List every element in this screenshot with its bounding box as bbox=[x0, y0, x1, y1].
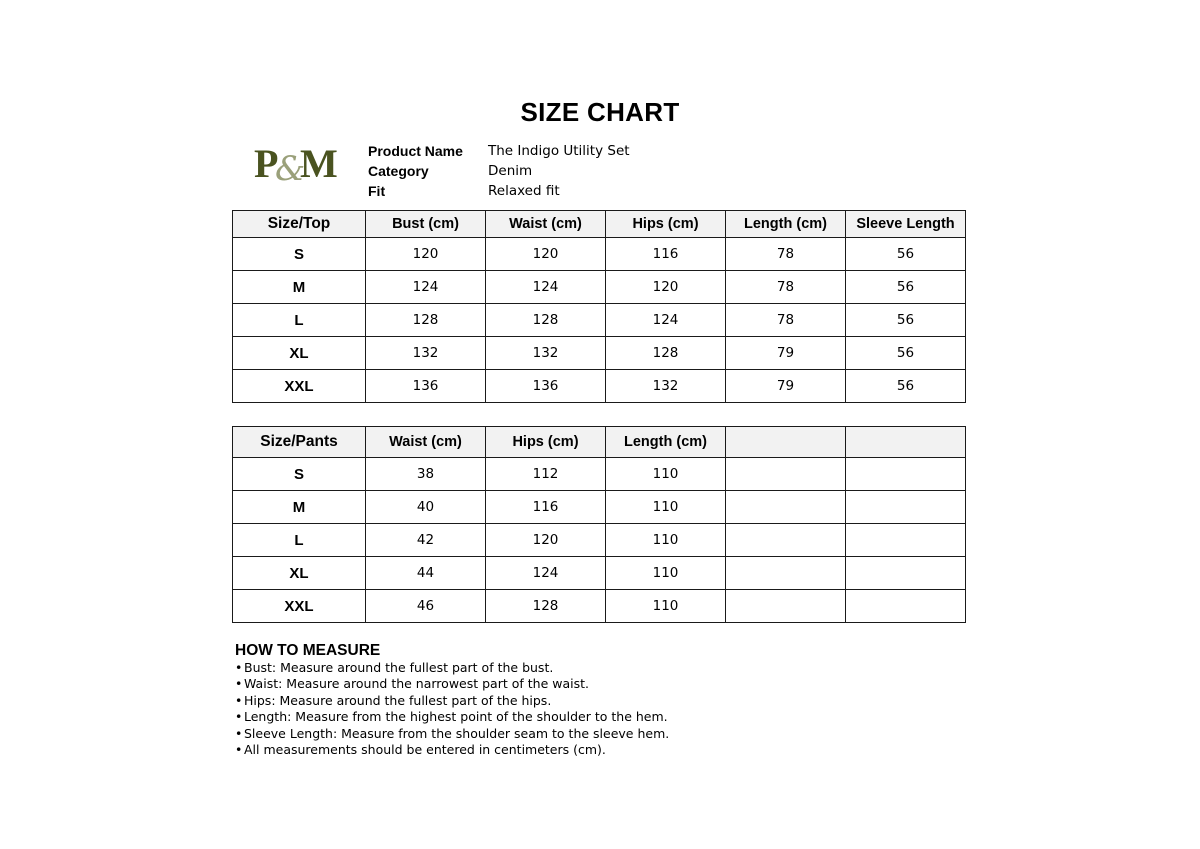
svg-text:&: & bbox=[275, 149, 306, 184]
size-label: XXL bbox=[233, 370, 366, 403]
bullet-icon: • bbox=[235, 709, 243, 725]
header-cell: Waist (cm) bbox=[486, 211, 606, 238]
bullet-icon: • bbox=[235, 741, 243, 757]
list-item bbox=[235, 742, 669, 758]
table-cell: 120 bbox=[606, 271, 726, 304]
size-label: S bbox=[233, 238, 366, 271]
list-item-text: Sleeve Length: Measure from the shoulder seam to the sleeve hem. bbox=[244, 725, 670, 741]
size-label: L bbox=[233, 304, 366, 337]
table-cell: 124 bbox=[366, 271, 486, 304]
table-header-row bbox=[233, 211, 966, 238]
size-label: XL bbox=[233, 337, 366, 370]
info-value: Relaxed fit bbox=[488, 183, 560, 199]
list-item bbox=[235, 660, 669, 676]
table-cell: 46 bbox=[366, 590, 486, 623]
brand-logo bbox=[254, 142, 346, 184]
bullet-icon: • bbox=[235, 725, 243, 741]
table-cell: 110 bbox=[606, 557, 726, 590]
table-cell: 78 bbox=[726, 271, 846, 304]
header-cell: Length (cm) bbox=[726, 211, 846, 238]
table-cell-empty bbox=[726, 557, 846, 590]
table-cell: 56 bbox=[846, 304, 966, 337]
table-cell: 132 bbox=[486, 337, 606, 370]
info-row-product-name bbox=[368, 141, 630, 161]
table-row bbox=[233, 271, 966, 304]
info-label: Category bbox=[368, 163, 429, 179]
table-cell: 42 bbox=[366, 524, 486, 557]
table-cell: 120 bbox=[486, 524, 606, 557]
bullet-icon: • bbox=[235, 692, 243, 708]
table-cell: 38 bbox=[366, 458, 486, 491]
size-label: S bbox=[233, 458, 366, 491]
header-cell: Sleeve Length bbox=[846, 211, 966, 238]
list-item bbox=[235, 693, 669, 709]
table-cell: 124 bbox=[486, 271, 606, 304]
table-header-row bbox=[233, 427, 966, 458]
header-cell: Hips (cm) bbox=[606, 211, 726, 238]
list-item-text: Length: Measure from the highest point of the shoulder to the hem. bbox=[244, 709, 668, 725]
table-cell: 110 bbox=[606, 491, 726, 524]
measure-instructions-list bbox=[235, 660, 669, 758]
list-item-text: Waist: Measure around the narrowest part of the waist. bbox=[244, 676, 589, 692]
table-cell: 56 bbox=[846, 370, 966, 403]
table-cell: 110 bbox=[606, 590, 726, 623]
list-item-text: All measurements should be entered in centimeters (cm). bbox=[244, 741, 606, 757]
svg-text:P: P bbox=[254, 142, 279, 184]
table-cell: 110 bbox=[606, 458, 726, 491]
header-cell: Bust (cm) bbox=[366, 211, 486, 238]
header-cell: Size/Top bbox=[233, 211, 366, 238]
table-cell: 124 bbox=[486, 557, 606, 590]
info-row-fit bbox=[368, 181, 630, 201]
table-cell-empty bbox=[846, 557, 966, 590]
table-row bbox=[233, 524, 966, 557]
header-cell-empty bbox=[726, 427, 846, 458]
table-cell: 128 bbox=[366, 304, 486, 337]
table-row bbox=[233, 557, 966, 590]
info-label: Product Name bbox=[368, 143, 463, 159]
size-label: XXL bbox=[233, 590, 366, 623]
table-cell: 124 bbox=[606, 304, 726, 337]
table-cell: 110 bbox=[606, 524, 726, 557]
bullet-icon: • bbox=[235, 660, 243, 675]
pants-size-table bbox=[232, 426, 966, 623]
table-cell: 44 bbox=[366, 557, 486, 590]
table-cell: 128 bbox=[486, 304, 606, 337]
table-cell-empty bbox=[846, 491, 966, 524]
table-cell: 136 bbox=[366, 370, 486, 403]
info-value: Denim bbox=[488, 163, 533, 179]
table-cell: 79 bbox=[726, 337, 846, 370]
table-cell: 79 bbox=[726, 370, 846, 403]
svg-text:M: M bbox=[300, 142, 338, 184]
size-label: XL bbox=[233, 557, 366, 590]
table-cell: 128 bbox=[606, 337, 726, 370]
section-heading: HOW TO MEASURE bbox=[235, 642, 381, 659]
size-label: M bbox=[233, 491, 366, 524]
page-title: SIZE CHART bbox=[520, 97, 680, 127]
table-cell: 112 bbox=[486, 458, 606, 491]
table-cell-empty bbox=[846, 524, 966, 557]
product-info bbox=[368, 141, 630, 201]
header-cell: Waist (cm) bbox=[366, 427, 486, 458]
table-cell-empty bbox=[726, 491, 846, 524]
list-item bbox=[235, 726, 669, 742]
table-row bbox=[233, 590, 966, 623]
size-label: L bbox=[233, 524, 366, 557]
header-cell: Hips (cm) bbox=[486, 427, 606, 458]
table-cell: 56 bbox=[846, 271, 966, 304]
header-cell: Length (cm) bbox=[606, 427, 726, 458]
table-cell-empty bbox=[726, 458, 846, 491]
table-cell: 132 bbox=[366, 337, 486, 370]
how-to-measure-section bbox=[235, 641, 669, 758]
table-cell: 40 bbox=[366, 491, 486, 524]
table-row bbox=[233, 491, 966, 524]
list-item-text: Hips: Measure around the fullest part of the hips. bbox=[244, 692, 552, 708]
table-row bbox=[233, 458, 966, 491]
table-cell: 56 bbox=[846, 337, 966, 370]
table-cell: 132 bbox=[606, 370, 726, 403]
table-row bbox=[233, 304, 966, 337]
table-cell: 116 bbox=[486, 491, 606, 524]
table-cell: 56 bbox=[846, 238, 966, 271]
table-cell: 116 bbox=[606, 238, 726, 271]
list-item-text: Bust: Measure around the fullest part of the bust. bbox=[244, 660, 554, 675]
table-row bbox=[233, 337, 966, 370]
table-cell: 120 bbox=[366, 238, 486, 271]
table-cell-empty bbox=[726, 524, 846, 557]
table-cell-empty bbox=[846, 590, 966, 623]
table-row bbox=[233, 370, 966, 403]
bullet-icon: • bbox=[235, 676, 243, 692]
info-label: Fit bbox=[368, 183, 386, 199]
table-cell: 120 bbox=[486, 238, 606, 271]
table-cell: 78 bbox=[726, 304, 846, 337]
info-row-category bbox=[368, 161, 630, 181]
list-item bbox=[235, 709, 669, 725]
info-value: The Indigo Utility Set bbox=[488, 143, 630, 159]
table-cell-empty bbox=[726, 590, 846, 623]
size-label: M bbox=[233, 271, 366, 304]
table-cell: 128 bbox=[486, 590, 606, 623]
table-cell: 78 bbox=[726, 238, 846, 271]
table-cell-empty bbox=[846, 458, 966, 491]
header-cell: Size/Pants bbox=[233, 427, 366, 458]
header-cell-empty bbox=[846, 427, 966, 458]
table-cell: 136 bbox=[486, 370, 606, 403]
top-size-table bbox=[232, 210, 966, 403]
table-row bbox=[233, 238, 966, 271]
list-item bbox=[235, 676, 669, 692]
